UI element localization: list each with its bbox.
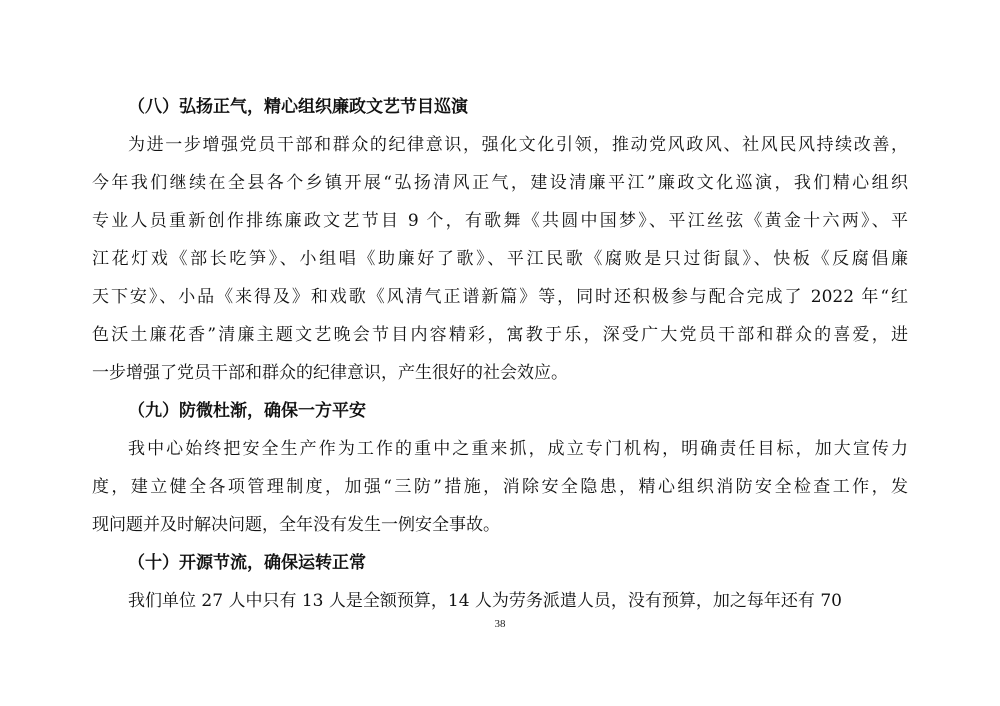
section-paragraph-9 bbox=[92, 430, 908, 544]
text-line: 天下安》、小品《来得及》和戏歌《风清气正谱新篇》等，同时还积极参与配合完成了 2022 年“红 bbox=[92, 287, 908, 307]
text-line: 我们单位 27 人中只有 13 人是全额预算，14 人为劳务派遣人员，没有预算，加之每年还有 70 bbox=[128, 591, 842, 611]
document-body bbox=[92, 88, 908, 620]
text-line: 为进一步增强党员干部和群众的纪律意识，强化文化引领，推动党风政风、社风民风持续改善， bbox=[128, 135, 908, 155]
text-line: 色沃土廉花香”清廉主题文艺晚会节目内容精彩，寓教于乐，深受广大党员干部和群众的喜爱，进 bbox=[92, 325, 908, 345]
section-paragraph-10 bbox=[92, 582, 908, 620]
page-number: 38 bbox=[494, 618, 506, 630]
text-line: 江花灯戏《部长吃笋》、小组唱《助廉好了歌》、平江民歌《腐败是只过街鼠》、快板《反腐倡廉 bbox=[92, 249, 908, 269]
section-heading-8: （八）弘扬正气，精心组织廉政文艺节目巡演 bbox=[128, 97, 468, 117]
text-line: 今年我们继续在全县各个乡镇开展“弘扬清风正气，建设清廉平江”廉政文化巡演，我们精心组织 bbox=[92, 173, 908, 193]
text-line: 我中心始终把安全生产作为工作的重中之重来抓，成立专门机构，明确责任目标，加大宣传力 bbox=[128, 439, 908, 459]
text-line: 度，建立健全各项管理制度，加强“三防”措施，消除安全隐患，精心组织消防安全检查工作，发 bbox=[92, 477, 908, 497]
section-heading-9: （九）防微杜渐，确保一方平安 bbox=[128, 401, 366, 421]
text-line: 现问题并及时解决问题，全年没有发生一例安全事故。 bbox=[92, 515, 500, 535]
text-line: 一步增强了党员干部和群众的纪律意识，产生很好的社会效应。 bbox=[92, 363, 568, 383]
text-line: 专业人员重新创作排练廉政文艺节目 9 个，有歌舞《共圆中国梦》、平江丝弦《黄金十六两》、平 bbox=[92, 211, 908, 231]
section-paragraph-8 bbox=[92, 126, 908, 392]
section-heading-10: （十）开源节流，确保运转正常 bbox=[128, 553, 366, 573]
